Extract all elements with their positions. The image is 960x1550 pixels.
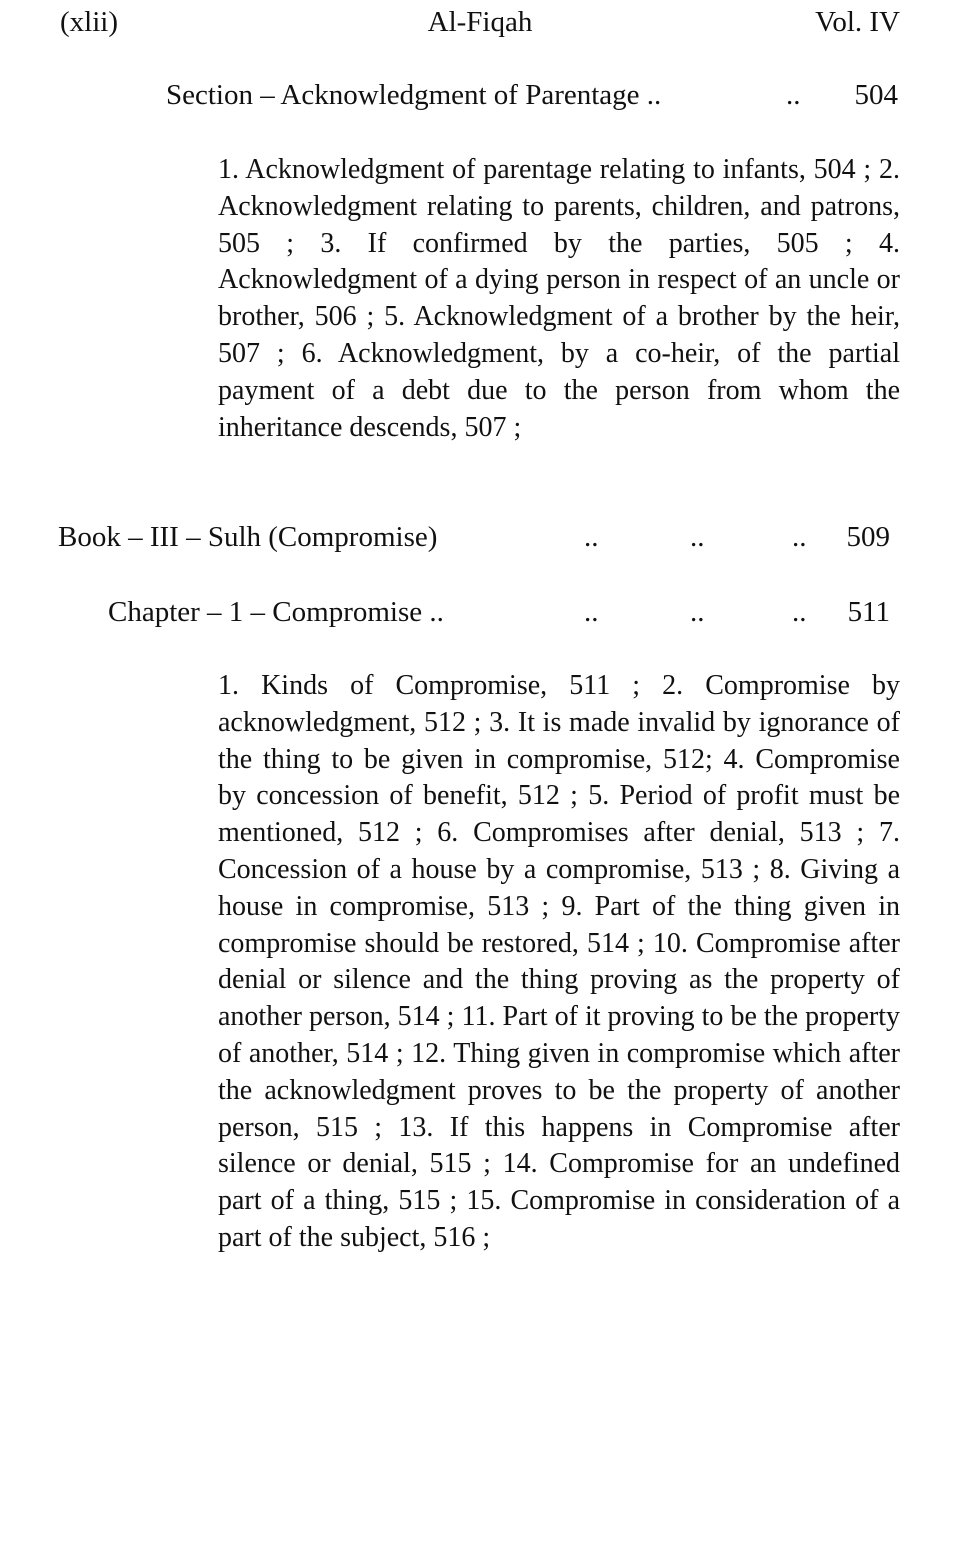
toc-summary-chapter-1: 1. Kinds of Compromise, 511 ; 2. Compromise by acknowledgment, 512 ; 3. It is made invalid by ignorance of the thing to be given in compromise, 512; 4. Compromise by concession of benefit, 512 ; 5. Period of profit must be mentioned, 512 ; 6. Compromises after denial, 513 ; 7. Concession of a house by a compromise, 513 ; 8. Giving a house in compromise, 513 ; 9. Part of the thing given in compromise should be restored, 514 ; 10. Compromise after denial or silence and the thing proving as the property of another person, 514 ; 11. Part of it proving to be the property of another, 514 ; 12. Thing given in compromise which after the acknowledgment proves to be the property of another person, 515 ; 13. If this happens in Compromise after silence or denial, 515 ; 14. Compromise for an undefined part of a thing, 515 ; 15. Compromise in consideration of a part of the subject, 516 ; [218, 670, 900, 1253]
toc-summary-parentage: 1. Acknowledgment of parentage relating to infants, 504 ; 2. Acknowledgment relating to parents, children, and patrons, 505 ; 3. If confirmed by the parties, 505 ; 4. Acknowledgment of a dying person in respect of an uncle or brother, 506 ; 5. Acknowledgment of a brother by the heir, 507 ; 6. Acknowledgment, by a co-heir, of the partial payment of a debt due to the person from whom the inheritance descends, 507 ; [218, 154, 900, 443]
toc-entry-page: 511 [847, 596, 890, 628]
toc-leader-dots: .. [792, 521, 807, 553]
toc-entry-page: 504 [854, 79, 898, 111]
toc-entry-book-iii [58, 519, 890, 557]
toc-leader-dots: .. [584, 521, 599, 553]
toc-entry-chapter-1 [108, 594, 890, 632]
toc-entry-page: 509 [846, 521, 890, 553]
toc-entry-section-parentage [166, 77, 898, 115]
book-title: Al-Fiqah [427, 6, 533, 38]
toc-leader-dots: .. [690, 521, 705, 553]
volume-label: Vol. IV [815, 6, 900, 38]
toc-leader-dots: .. [584, 596, 599, 628]
page-number-roman: (xlii) [60, 6, 118, 38]
toc-leader-dots: .. [792, 596, 807, 628]
toc-leader-dots: .. [786, 79, 801, 111]
toc-leader-dots: .. [690, 596, 705, 628]
toc-entry-title: Book – III – Sulh (Compromise) [58, 521, 438, 553]
toc-entry-title: Section – Acknowledgment of Parentage .. [166, 79, 662, 111]
toc-entry-title: Chapter – 1 – Compromise .. [108, 596, 444, 628]
running-head [60, 4, 900, 44]
